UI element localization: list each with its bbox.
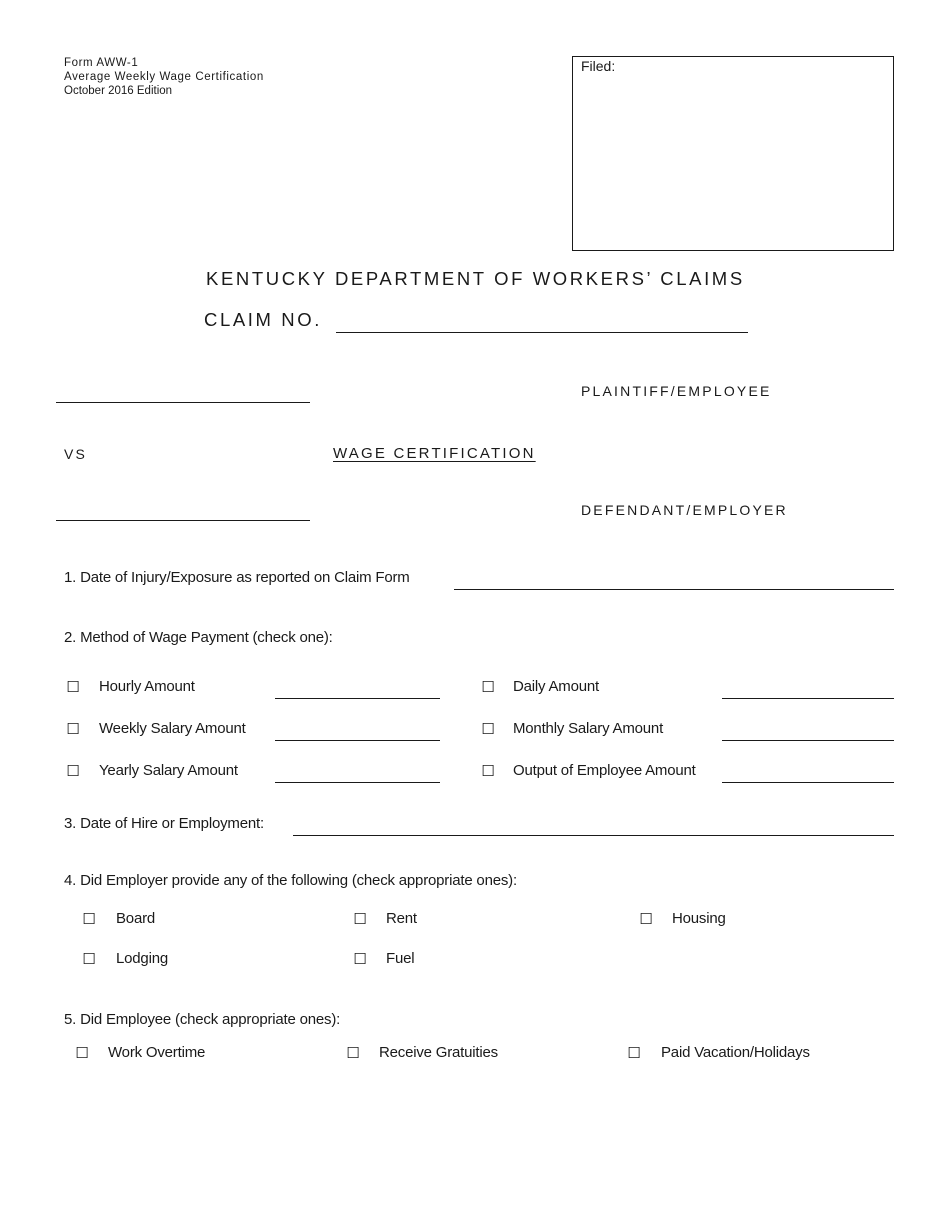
gratuities-label: Receive Gratuities	[379, 1044, 498, 1061]
filed-label: Filed:	[581, 58, 616, 74]
monthly-label: Monthly Salary Amount	[513, 720, 664, 737]
injury-date-field[interactable]	[454, 589, 894, 590]
weekly-amount-field[interactable]	[275, 740, 440, 741]
output-label: Output of Employee Amount	[513, 762, 696, 779]
output-amount-field[interactable]	[722, 782, 894, 783]
daily-checkbox[interactable]: ☐	[481, 678, 495, 696]
q3-label: 3. Date of Hire or Employment:	[64, 815, 264, 832]
q4-label: 4. Did Employer provide any of the following (check appropriate ones):	[64, 872, 517, 889]
output-checkbox[interactable]: ☐	[481, 762, 495, 780]
board-label: Board	[116, 910, 156, 927]
claim-number-label: CLAIM NO.	[204, 309, 322, 330]
yearly-checkbox[interactable]: ☐	[66, 762, 80, 780]
form-name: Average Weekly Wage Certification	[64, 71, 264, 83]
yearly-label: Yearly Salary Amount	[99, 762, 238, 779]
gratuities-checkbox[interactable]: ☐	[346, 1044, 360, 1062]
form-edition: October 2016 Edition	[64, 85, 173, 97]
defendant-label: DEFENDANT/EMPLOYER	[581, 502, 788, 518]
yearly-amount-field[interactable]	[275, 782, 440, 783]
defendant-name-field[interactable]	[56, 520, 310, 521]
hourly-amount-field[interactable]	[275, 698, 440, 699]
monthly-checkbox[interactable]: ☐	[481, 720, 495, 738]
monthly-amount-field[interactable]	[722, 740, 894, 741]
claim-number-field[interactable]	[336, 332, 748, 333]
form-header	[64, 56, 264, 98]
overtime-checkbox[interactable]: ☐	[75, 1044, 89, 1062]
overtime-label: Work Overtime	[108, 1044, 206, 1061]
fuel-checkbox[interactable]: ☐	[353, 950, 367, 968]
rent-checkbox[interactable]: ☐	[353, 910, 367, 928]
q1-label: 1. Date of Injury/Exposure as reported on Claim Form	[64, 569, 410, 586]
hire-date-field[interactable]	[293, 835, 894, 836]
q2-label: 2. Method of Wage Payment (check one):	[64, 629, 333, 646]
vacation-checkbox[interactable]: ☐	[627, 1044, 641, 1062]
fuel-label: Fuel	[386, 950, 415, 967]
housing-label: Housing	[672, 910, 726, 927]
hourly-label: Hourly Amount	[99, 678, 195, 695]
daily-amount-field[interactable]	[722, 698, 894, 699]
weekly-label: Weekly Salary Amount	[99, 720, 246, 737]
vacation-label: Paid Vacation/Holidays	[661, 1044, 810, 1061]
plaintiff-label: PLAINTIFF/EMPLOYEE	[581, 383, 772, 399]
plaintiff-name-field[interactable]	[56, 402, 310, 403]
hourly-checkbox[interactable]: ☐	[66, 678, 80, 696]
form-id: Form AWW-1	[64, 57, 139, 69]
vs-label: VS	[64, 446, 88, 462]
lodging-checkbox[interactable]: ☐	[82, 950, 96, 968]
filed-stamp-box	[572, 56, 894, 251]
document-title: WAGE CERTIFICATION	[333, 445, 536, 462]
daily-label: Daily Amount	[513, 678, 599, 695]
q5-label: 5. Did Employee (check appropriate ones):	[64, 1011, 341, 1028]
board-checkbox[interactable]: ☐	[82, 910, 96, 928]
rent-label: Rent	[386, 910, 417, 927]
weekly-checkbox[interactable]: ☐	[66, 720, 80, 738]
housing-checkbox[interactable]: ☐	[639, 910, 653, 928]
department-title: KENTUCKY DEPARTMENT OF WORKERS’ CLAIMS	[206, 268, 745, 289]
lodging-label: Lodging	[116, 950, 168, 967]
